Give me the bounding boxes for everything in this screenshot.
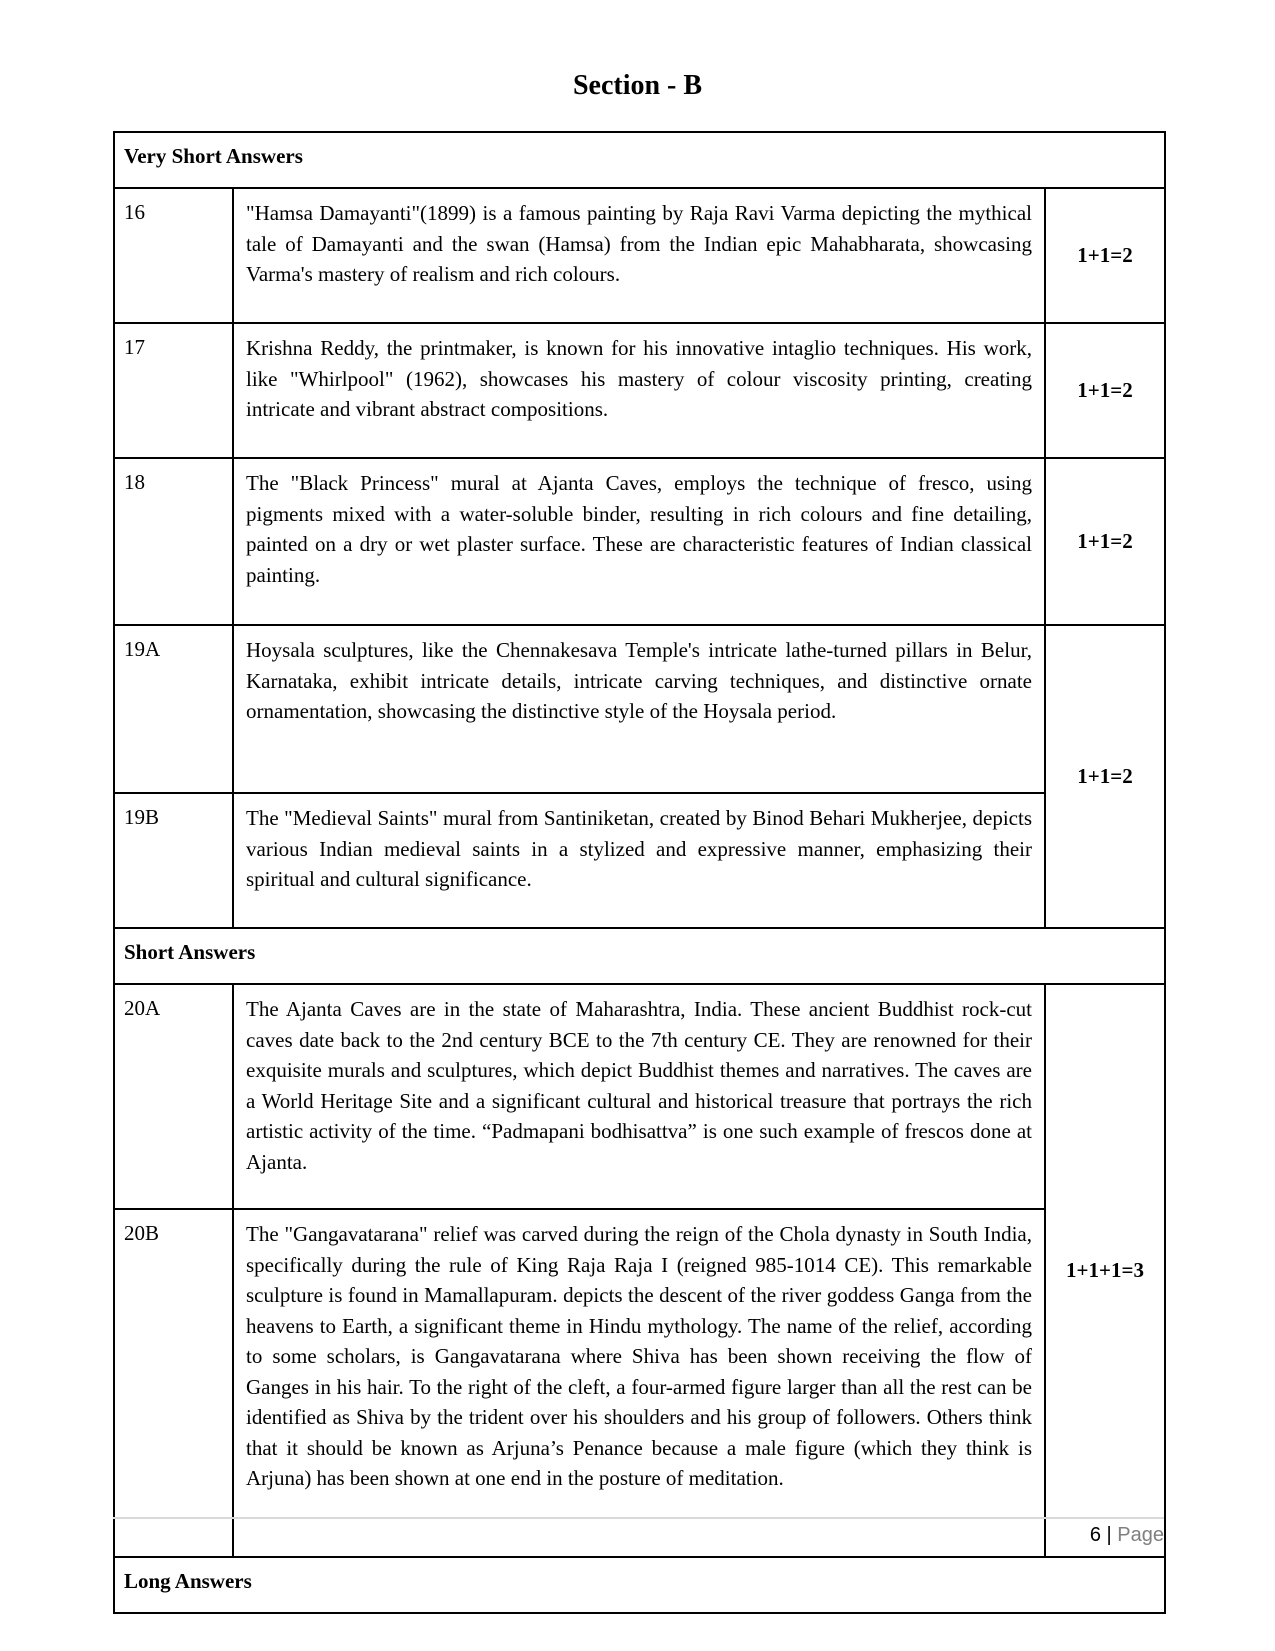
table-row <box>114 625 1165 793</box>
page-separator: | <box>1106 1524 1112 1546</box>
answer-key-table <box>113 131 1166 1614</box>
heading-long-answers: Long Answers <box>114 1557 1165 1613</box>
table-row <box>114 458 1165 625</box>
marks-value: 1+1=2 <box>1045 188 1165 323</box>
table-row <box>114 1209 1165 1557</box>
question-number: 17 <box>114 323 233 458</box>
question-number: 19B <box>114 793 233 928</box>
heading-short-answers: Short Answers <box>114 928 1165 984</box>
heading-row-short <box>114 928 1165 984</box>
heading-row-very-short <box>114 132 1165 188</box>
answer-text: The "Gangavatarana" relief was carved during the reign of the Chola dynasty in South India, specifically during the rule of King Raja Raja I (reigned 985-1014 CE). This remarkable sculpture is found in Mamallapuram. depicts the descent of the river goddess Ganga from the heavens to Earth, a significant theme in Hindu mythology. The name of the relief, according to some scholars, is Gangavatarana where Shiva has been shown receiving the flow of Ganges in his hair. To the right of the cleft, a four-armed figure larger than all the rest can be identified as Shiva by the trident over his shoulders and his group of followers. Others think that it should be known as Arjuna’s Penance because a male figure (which they think is Arjuna) has been shown at one end in the posture of meditation. <box>233 1209 1045 1557</box>
answer-text: "Hamsa Damayanti"(1899) is a famous painting by Raja Ravi Varma depicting the mythical tale of Damayanti and the swan (Hamsa) from the Indian epic Mahabharata, showcasing Varma's mastery of realism and rich colours. <box>233 188 1045 323</box>
heading-row-long <box>114 1557 1165 1613</box>
marks-value: 1+1+1=3 <box>1045 984 1165 1557</box>
page-number: 6 <box>1089 1524 1101 1546</box>
question-number: 16 <box>114 188 233 323</box>
page-label: Page <box>1117 1524 1164 1546</box>
question-number: 20A <box>114 984 233 1209</box>
table-row <box>114 188 1165 323</box>
page-footer <box>1090 1524 1164 1547</box>
table-row <box>114 984 1165 1209</box>
heading-very-short-answers: Very Short Answers <box>114 132 1165 188</box>
answer-text: Krishna Reddy, the printmaker, is known for his innovative intaglio techniques. His work, like "Whirlpool" (1962), showcases his mastery of colour viscosity printing, creating intricate and vibrant abstract compositions. <box>233 323 1045 458</box>
table-row <box>114 793 1165 928</box>
answer-text: The "Medieval Saints" mural from Santiniketan, created by Binod Behari Mukherjee, depicts various Indian medieval saints in a stylized and expressive manner, emphasizing their spiritual and cultural significance. <box>233 793 1045 928</box>
question-number: 18 <box>114 458 233 625</box>
question-number: 19A <box>114 625 233 793</box>
footer-divider <box>113 1517 1164 1519</box>
marks-value: 1+1=2 <box>1045 323 1165 458</box>
answer-text: The Ajanta Caves are in the state of Maharashtra, India. These ancient Buddhist rock-cut caves date back to the 2nd century BCE to the 7th century CE. They are renowned for their exquisite murals and sculptures, which depict Buddhist themes and narratives. The caves are a World Heritage Site and a significant cultural and historical treasure that portrays the rich artistic activity of the time. “Padmapani bodhisattva” is one such example of frescos done at Ajanta. <box>233 984 1045 1209</box>
marks-value: 1+1=2 <box>1045 458 1165 625</box>
answer-text: The "Black Princess" mural at Ajanta Caves, employs the technique of fresco, using pigments mixed with a water-soluble binder, resulting in rich colours and fine detailing, painted on a dry or wet plaster surface. These are characteristic features of Indian classical painting. <box>233 458 1045 625</box>
table-row <box>114 323 1165 458</box>
section-title: Section - B <box>572 70 703 101</box>
marks-value: 1+1=2 <box>1045 625 1165 928</box>
answer-text: Hoysala sculptures, like the Chennakesava Temple's intricate lathe-turned pillars in Belur, Karnataka, exhibit intricate details, intricate carving techniques, and distinctive ornate ornamentation, showcasing the distinctive style of the Hoysala period. <box>233 625 1045 793</box>
question-number: 20B <box>114 1209 233 1557</box>
